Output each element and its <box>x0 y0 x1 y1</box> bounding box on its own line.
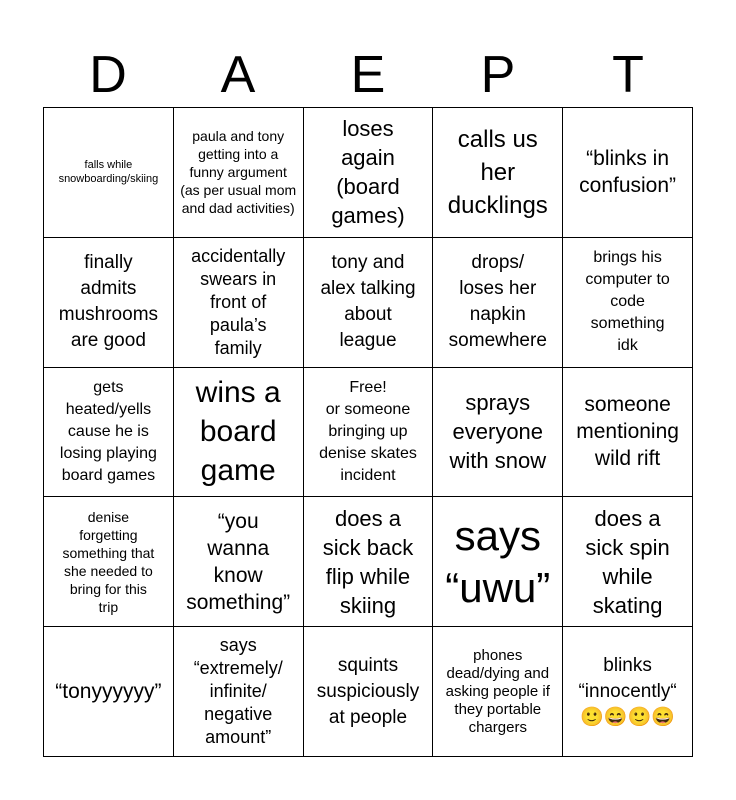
cell-text: says “extremely/ infinite/ negative amount” <box>193 635 283 748</box>
bingo-board <box>43 107 693 757</box>
cell-text: finally admits mushrooms are good <box>58 252 159 352</box>
cell-text: calls us her ducklings <box>447 125 548 219</box>
cell-text: “you wanna know something” <box>186 509 291 614</box>
cell-text: squints suspiciously at people <box>316 654 420 728</box>
cell-text: accidentally swears in front of paula’s family <box>191 245 286 358</box>
cell-text: falls while snowboarding/skiing <box>58 159 159 186</box>
cell-text: gets heated/yells cause he is losing playing board games <box>59 378 157 484</box>
cell-text: does a sick spin while skating <box>585 505 670 618</box>
header-letter-2: A <box>220 46 256 104</box>
bingo-cell[interactable] <box>304 497 434 627</box>
cell-text: blinks “innocently“ 🙂😄🙂😄 <box>578 654 677 728</box>
cell-text: “tonyyyyyy” <box>55 680 162 704</box>
bingo-cell[interactable] <box>304 108 434 238</box>
cell-text: paula and tony getting into a funny argument (as per usual mom and dad activities) <box>180 128 297 217</box>
bingo-cell[interactable] <box>44 627 174 757</box>
header-letter-3: E <box>350 46 386 104</box>
bingo-cell[interactable] <box>433 627 563 757</box>
bingo-cell[interactable] <box>44 368 174 498</box>
bingo-header <box>43 42 693 108</box>
bingo-cell[interactable] <box>563 238 693 368</box>
bingo-cell[interactable] <box>563 368 693 498</box>
bingo-cell[interactable] <box>174 238 304 368</box>
bingo-cell[interactable] <box>304 627 434 757</box>
cell-text: tony and alex talking about league <box>320 252 416 352</box>
bingo-cell[interactable] <box>433 238 563 368</box>
cell-text: denise forgetting something that she needed to bring for this trip <box>62 508 155 615</box>
bingo-cell[interactable] <box>433 368 563 498</box>
cell-text: brings his computer to code something idk <box>585 249 670 355</box>
cell-text: wins a board game <box>195 376 281 488</box>
cell-text: someone mentioning wild rift <box>576 393 679 471</box>
cell-text: “blinks in confusion” <box>579 147 677 198</box>
cell-text: sprays everyone with snow <box>449 390 547 474</box>
bingo-cell[interactable] <box>174 108 304 238</box>
bingo-cell[interactable] <box>433 497 563 627</box>
bingo-cell[interactable] <box>44 108 174 238</box>
cell-text: Free! or someone bringing up denise skates incident <box>319 378 417 484</box>
header-letter-1: D <box>89 46 127 104</box>
bingo-cell[interactable] <box>304 238 434 368</box>
cell-text: does a sick back flip while skiing <box>322 505 414 618</box>
cell-text: phones dead/dying and asking people if they portable chargers <box>445 646 550 736</box>
bingo-cell[interactable] <box>433 108 563 238</box>
header-letter-5: T <box>612 46 644 104</box>
bingo-cell[interactable] <box>174 368 304 498</box>
bingo-cell[interactable] <box>44 497 174 627</box>
bingo-cell[interactable] <box>563 627 693 757</box>
bingo-cell[interactable] <box>304 368 434 498</box>
bingo-cell[interactable] <box>563 108 693 238</box>
cell-text: says “uwu” <box>445 511 551 611</box>
bingo-cell[interactable] <box>563 497 693 627</box>
bingo-cell[interactable] <box>174 497 304 627</box>
bingo-cell[interactable] <box>44 238 174 368</box>
cell-text: drops/ loses her napkin somewhere <box>448 252 547 352</box>
header-letter-4: P <box>480 46 516 104</box>
cell-text: loses again (board games) <box>331 116 405 229</box>
bingo-cell[interactable] <box>174 627 304 757</box>
